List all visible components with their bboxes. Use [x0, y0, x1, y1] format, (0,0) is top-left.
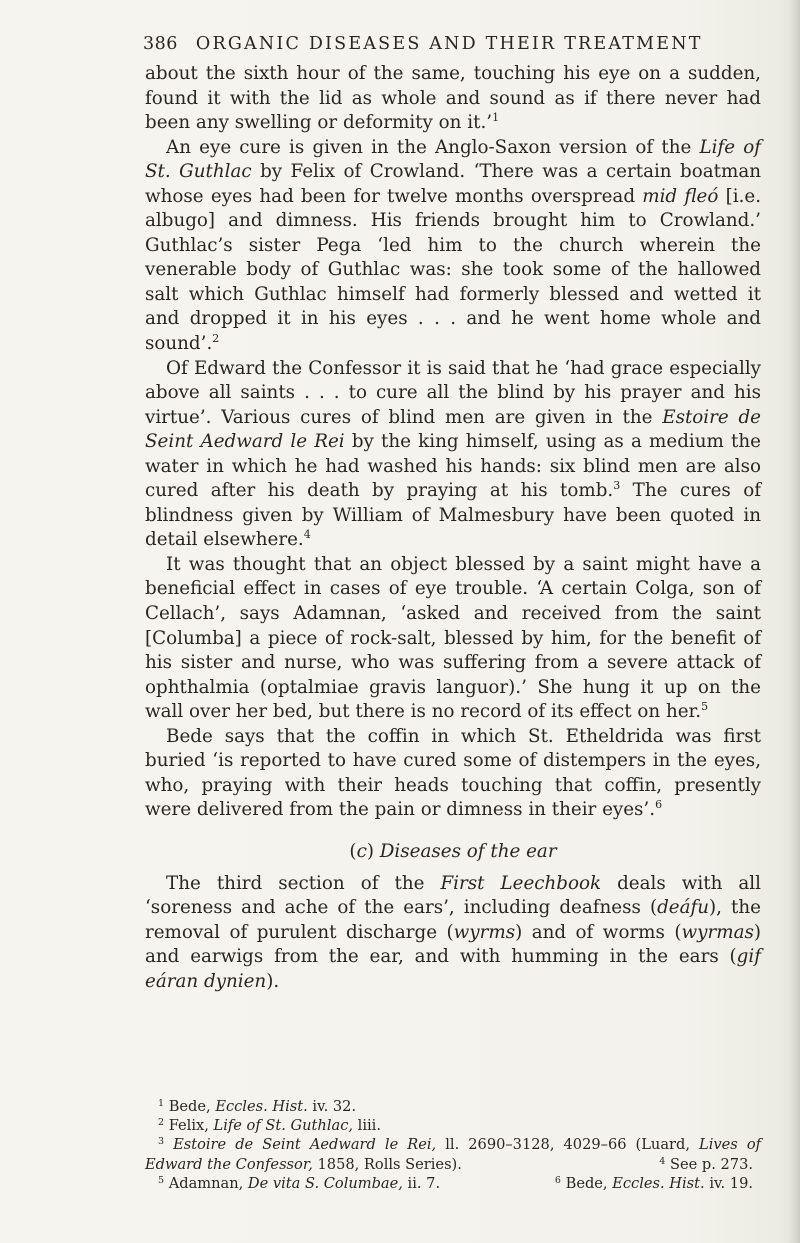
running-header: [143, 34, 763, 60]
foreign-term: gif eáran dynien: [145, 946, 761, 992]
foreign-term: mid fleó: [642, 185, 719, 207]
text-run: by the king himself, using as a medium the water in which he had washed his hands: six blind men are also cured after his death by praying at his tomb.: [145, 431, 761, 502]
footnote-ref[interactable]: 5: [701, 700, 709, 714]
text-run: Of Edward the Confessor it is said that he ‘had grace especially above all saints . . . to cure all the blind by his prayer and his virtue’. Various cures of blind men are given in the: [145, 357, 761, 428]
work-title: Eccles. Hist.: [612, 1174, 705, 1192]
text-run: ii. 7.: [402, 1174, 441, 1192]
text-run: 1858, Rolls Series).: [312, 1155, 462, 1173]
paragraph: [145, 725, 761, 823]
text-run: Adamnan,: [168, 1174, 248, 1192]
footnote: [145, 1135, 761, 1173]
work-title: First Leechbook: [440, 872, 602, 894]
text-run: ll. 2690–3128, 4029–66 (Luard,: [436, 1136, 700, 1154]
text-run: deals with all ‘soreness and ache of the ears’, including deafness (: [145, 872, 761, 919]
heading-letter: c: [356, 840, 367, 862]
footnote-number: 1: [158, 1098, 165, 1109]
footnotes: [145, 1097, 761, 1193]
body-text: [145, 62, 761, 994]
footnote-ref[interactable]: 1: [492, 111, 500, 125]
text-run: Felix,: [168, 1117, 214, 1135]
footnote-ref[interactable]: 6: [655, 798, 663, 812]
work-title: Eccles. Hist.: [215, 1098, 308, 1115]
text-run: iv. 19.: [704, 1174, 753, 1192]
work-title: De vita S. Columbae,: [247, 1174, 403, 1192]
text-run: ), the removal of purulent discharge (: [145, 897, 761, 943]
footnote-ref[interactable]: 4: [303, 528, 311, 542]
footnote: [145, 1097, 761, 1116]
text-run: liii.: [353, 1117, 381, 1135]
text-run: iv. 32.: [307, 1098, 357, 1115]
footnote: [145, 1116, 761, 1135]
text-run: It was thought that an object blessed by a saint might have a beneficial effect in cases of eye trouble. ‘A certain Colga, son of Cellach’, says Adamnan, ‘asked and received from the saint [Columba] a piece of rock-salt, blessed by him, for the benefit of his sister and nurse, who was suffering from a severe attack of ophthalmia (optalmiae gravis languor).’ She hung it up on the wall over her bed, but there is no record of its effect on her.: [145, 553, 761, 723]
text-run: The cures of blindness given by William of Malmesbury have been quoted in detail elsewhere.: [145, 480, 761, 551]
text-run: ) and of worms (: [515, 921, 682, 943]
text-run: An eye cure is given in the Anglo-Saxon version of the: [166, 136, 700, 158]
page-edge-shadow: [788, 0, 800, 1243]
text-run: See p. 273.: [669, 1155, 753, 1173]
paragraph: [145, 136, 761, 357]
footnote: [646, 1155, 761, 1174]
text-run: about the sixth hour of the same, touching his eye on a sudden, found it with the lid as whole and sound as if there never had been any swelling or deformity on it.’: [145, 63, 761, 134]
text-run: The third section of the: [166, 872, 441, 894]
section-heading: [145, 840, 761, 865]
paragraph: [145, 553, 761, 725]
work-title: Life of St. Guthlac: [145, 136, 761, 183]
footnote: [555, 1174, 761, 1193]
footnote: [158, 1174, 440, 1193]
paragraph: [145, 872, 761, 995]
work-title: Lives of Edward the Confessor,: [145, 1136, 762, 1173]
paragraph: [145, 357, 761, 553]
foreign-term: deáfu: [657, 897, 710, 919]
heading-paren: ): [366, 840, 380, 862]
text-run: ).: [266, 970, 280, 992]
work-title: Estoire de Seint Aedward le Rei: [145, 406, 761, 453]
work-title: Life of St. Guthlac,: [213, 1117, 354, 1135]
text-run: ) and earwigs from the ear, and with humming in the ears (: [145, 921, 761, 968]
footnote-number: 4: [659, 1155, 666, 1167]
footnote-ref[interactable]: 3: [613, 479, 621, 493]
footnote-number: 3: [158, 1136, 165, 1148]
page-number: 386: [143, 34, 178, 54]
text-run: [i.e. albugo] and dimness. His friends brought him to Crowland.’ Guthlac’s sister Pega ‘led him to the church wherein the venerable body of Guthlac was: she took some of the hallowed salt which Guthlac himself had formerly blessed and wetted it and dropped it in his eyes . . . and he went home whole and sound’.: [145, 185, 762, 355]
foreign-term: wyrms: [453, 921, 516, 943]
heading-paren: (: [349, 840, 357, 862]
text-run: by Felix of Crowland. ‘There was a certain boatman whose eyes had been for twelve months overspread: [145, 161, 761, 207]
work-title: Estoire de Seint Aedward le Rei,: [173, 1136, 437, 1154]
text-run: Bede says that the coffin in which St. Etheldrida was first buried ‘is reported to have cured some of distempers in the eyes, who, praying with their heads touching that coffin, presently were delivered from the pain or dimness in their eyes’.: [145, 725, 761, 821]
footnote-number: 6: [554, 1174, 561, 1186]
paragraph: [145, 62, 761, 136]
footnote-row: [145, 1174, 761, 1193]
running-title: ORGANIC DISEASES AND THEIR TREATMENT: [195, 34, 703, 54]
heading-text: Diseases of the ear: [379, 840, 557, 862]
text-run: Bede,: [168, 1098, 216, 1115]
foreign-term: wyrmas: [681, 921, 754, 943]
footnote-number: 2: [158, 1117, 165, 1129]
footnote-number: 5: [158, 1174, 165, 1186]
text-run: Bede,: [565, 1174, 613, 1192]
footnote-ref[interactable]: 2: [212, 332, 220, 346]
